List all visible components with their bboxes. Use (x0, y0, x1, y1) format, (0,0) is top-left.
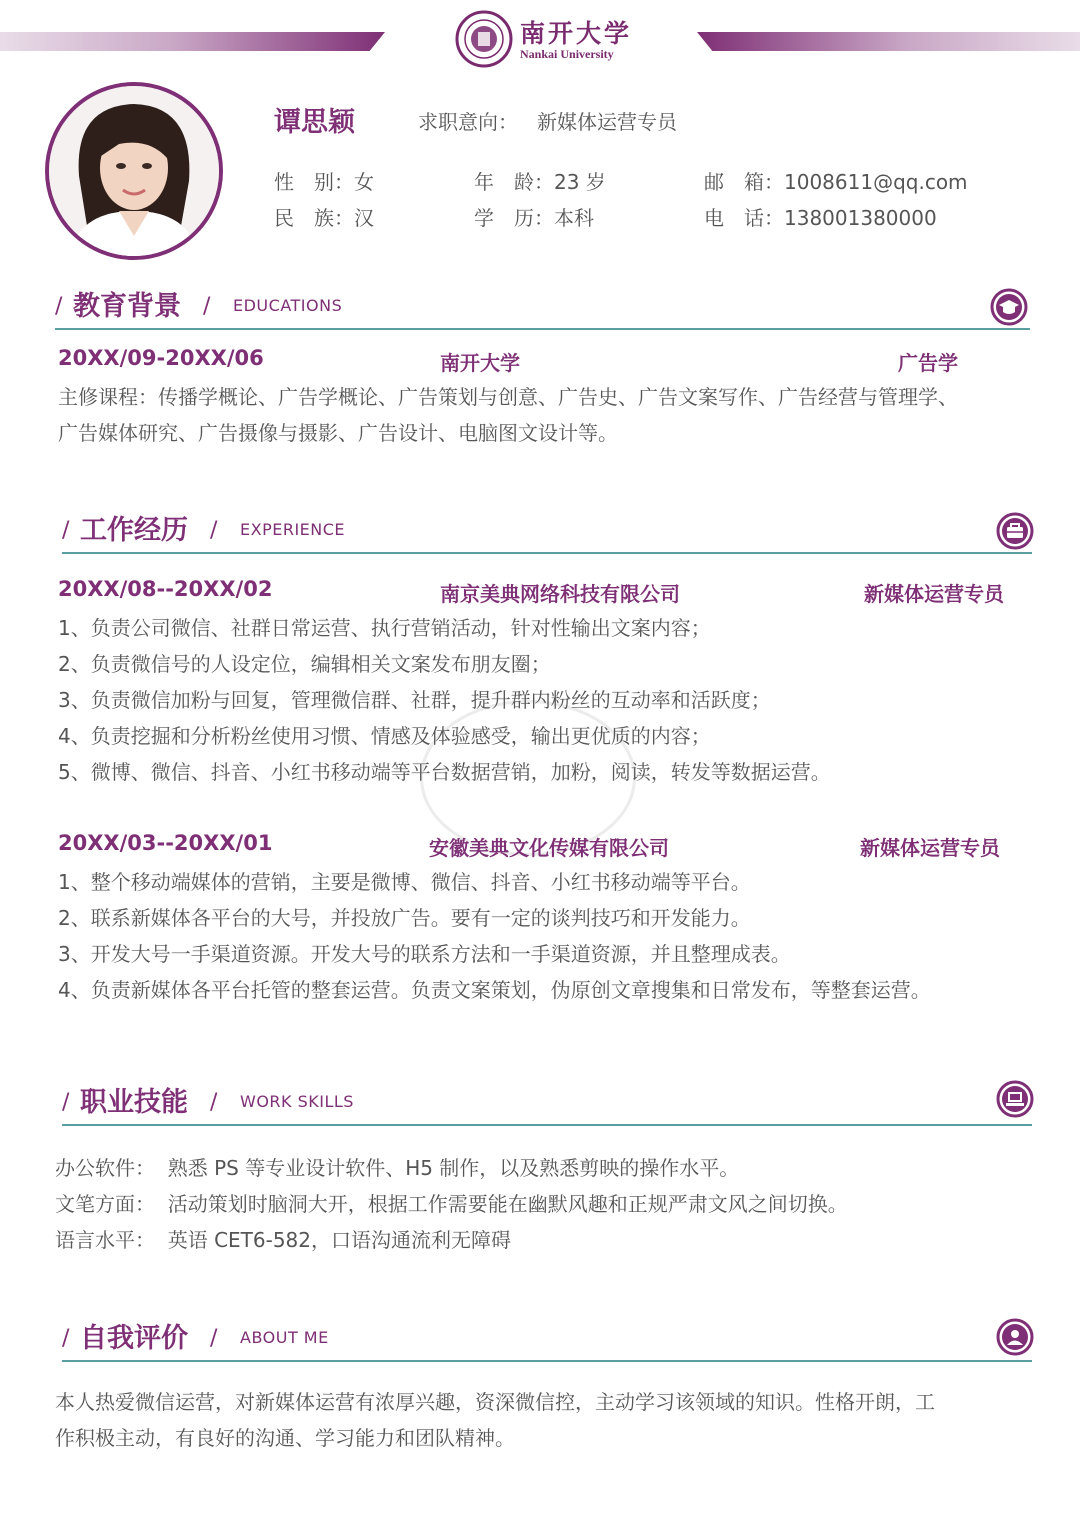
section-subtitle: ABOUT ME (240, 1328, 329, 1347)
graduation-cap-icon (990, 288, 1028, 326)
candidate-name: 谭思颖 (274, 107, 355, 138)
laptop-icon (996, 1080, 1034, 1118)
info-phone: 电 话：138001380000 (704, 206, 937, 230)
job1-date: 20XX/08--20XX/02 (58, 577, 273, 601)
about-line1: 本人热爱微信运营，对新媒体运营有浓厚兴趣，资深微信控，主动学习该领域的知识。性格开朗，工 (55, 1390, 935, 1414)
about-line2: 作积极主动，有良好的沟通、学习能力和团队精神。 (55, 1426, 515, 1450)
section-subtitle: WORK SKILLS (240, 1092, 354, 1111)
education-courses-line2: 广告媒体研究、广告摄像与摄影、广告设计、电脑图文设计等。 (58, 421, 618, 445)
education-school: 南开大学 (440, 351, 520, 375)
section-subtitle: EXPERIENCE (240, 520, 346, 539)
section-subtitle: EDUCATIONS (233, 296, 343, 315)
job2-duty-4: 4、负责新媒体各平台托管的整套运营。负责文案策划，伪原创文章搜集和日常发布，等整套运营。 (58, 978, 931, 1002)
job2-duty-3: 3、开发大号一手渠道资源。开发大号的联系方法和一手渠道资源，并且整理成表。 (58, 942, 791, 966)
portrait-photo (49, 86, 219, 256)
education-courses-line1: 主修课程：传播学概论、广告学概论、广告策划与创意、广告史、广告文案写作、广告经营与管理学、 (58, 385, 958, 409)
info-email: 邮 箱：1008611@qq.com (704, 170, 968, 194)
job1-duty-1: 1、负责公司微信、社群日常运营、执行营销活动，针对性输出文案内容； (58, 616, 711, 640)
logo-english-name: Nankai University (520, 47, 614, 61)
header-bar-right (697, 32, 1080, 51)
job1-duty-4: 4、负责挖掘和分析粉丝使用习惯、情感及体验感受，输出更优质的内容； (58, 724, 711, 748)
skill-office: 办公软件： 熟悉 PS 等专业设计软件、H5 制作，以及熟悉剪映的操作水平。 (55, 1156, 740, 1180)
briefcase-icon (996, 512, 1034, 550)
info-gender: 性 别：女 (274, 170, 374, 194)
info-ethnicity: 民 族：汉 (274, 206, 374, 230)
skill-language: 语言水平： 英语 CET6-582，口语沟通流利无障碍 (55, 1228, 512, 1252)
job2-date: 20XX/03--20XX/01 (58, 831, 273, 855)
job-intent-value: 新媒体运营专员 (537, 110, 677, 134)
info-education: 学 历：本科 (474, 206, 594, 230)
user-icon (996, 1318, 1034, 1356)
info-age: 年 龄：23 岁 (474, 170, 606, 194)
section-title: 职业技能 (80, 1087, 188, 1118)
section-title: 工作经历 (80, 515, 188, 546)
job-intent-label: 求职意向： (418, 110, 518, 134)
job2-duty-1: 1、整个移动端媒体的营销，主要是微博、微信、抖音、小红书移动端等平台。 (58, 870, 751, 894)
section-education-header: / 教育背景 / EDUCATIONS (55, 282, 1030, 330)
job2-role: 新媒体运营专员 (860, 836, 1000, 860)
header-bar-left (0, 32, 385, 51)
section-title: 自我评价 (80, 1323, 188, 1354)
education-date: 20XX/09-20XX/06 (58, 346, 264, 370)
job1-duty-3: 3、负责微信加粉与回复，管理微信群、社群，提升群内粉丝的互动率和活跃度； (58, 688, 771, 712)
job1-duty-2: 2、负责微信号的人设定位，编辑相关文案发布朋友圈； (58, 652, 551, 676)
job1-role: 新媒体运营专员 (864, 582, 1004, 606)
avatar (45, 82, 223, 260)
job2-duty-2: 2、联系新媒体各平台的大号，并投放广告。要有一定的谈判技巧和开发能力。 (58, 906, 751, 930)
logo-chinese-name: 南开大学 (520, 19, 633, 48)
job1-duty-5: 5、微博、微信、抖音、小红书移动端等平台数据营销，加粉，阅读，转发等数据运营。 (58, 760, 831, 784)
job1-company: 南京美典网络科技有限公司 (440, 582, 680, 606)
skill-writing: 文笔方面： 活动策划时脑洞大开，根据工作需要能在幽默风趣和正规严肃文风之间切换。 (55, 1192, 848, 1216)
section-skills-header: / 职业技能 / WORK SKILLS (62, 1078, 1032, 1126)
section-experience-header: / 工作经历 / EXPERIENCE (62, 506, 1032, 554)
job2-company: 安徽美典文化传媒有限公司 (429, 836, 669, 860)
section-title: 教育背景 (73, 291, 181, 322)
university-seal-icon (455, 10, 513, 68)
section-about-header: / 自我评价 / ABOUT ME (62, 1314, 1032, 1362)
education-major: 广告学 (898, 351, 958, 375)
